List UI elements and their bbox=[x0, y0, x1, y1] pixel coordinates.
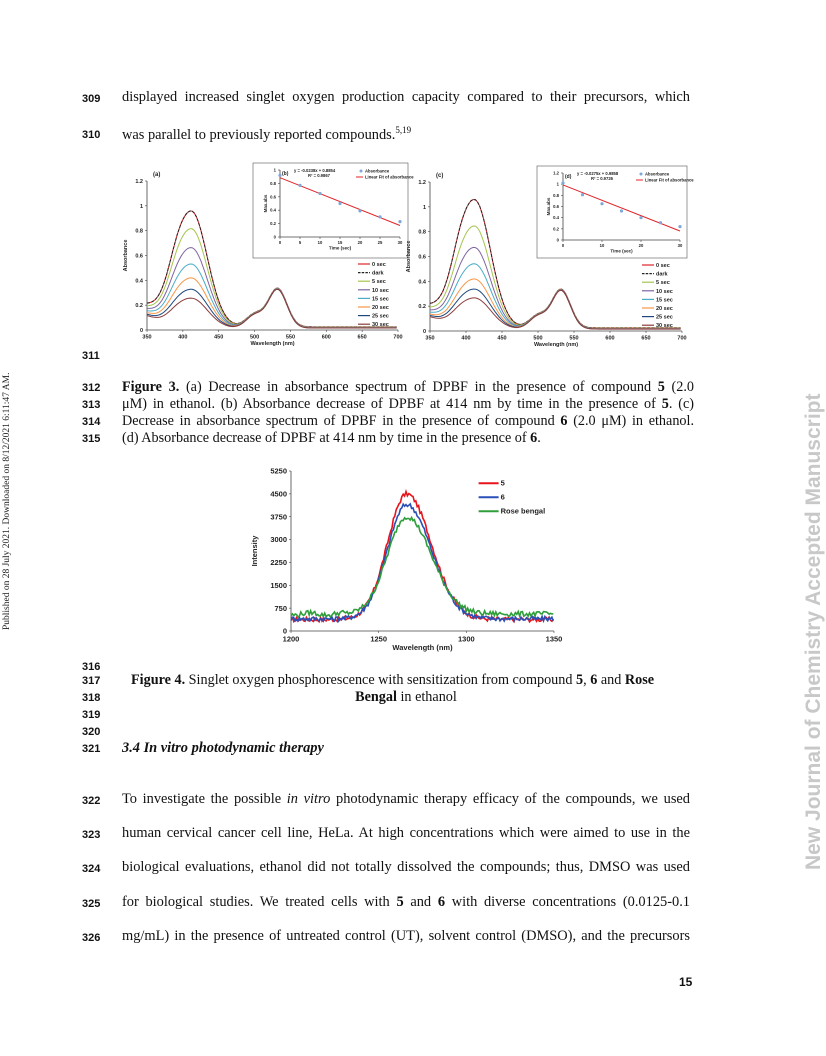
caption-text: . (c) bbox=[668, 396, 694, 412]
y-tick-label: 0.4 bbox=[135, 278, 143, 285]
y-axis-label: Max.abs bbox=[546, 197, 551, 216]
y-tick-label: 3000 bbox=[270, 535, 287, 545]
series-line-Rose-bengal bbox=[291, 518, 553, 617]
line-number: 317 bbox=[82, 675, 101, 687]
data-point bbox=[620, 209, 623, 212]
x-tick-label: 450 bbox=[214, 334, 224, 341]
body-text: To investigate the possible bbox=[122, 791, 287, 807]
y-tick-label: 1.2 bbox=[553, 170, 559, 176]
x-tick-label: 30 bbox=[677, 243, 683, 249]
y-tick-label: 1 bbox=[556, 181, 559, 187]
x-tick-label: 20 bbox=[638, 243, 644, 249]
body-text-line: displayed increased singlet oxygen production capacity compared to their precursors, which bbox=[122, 89, 690, 105]
compound-ref: Bengal bbox=[355, 689, 397, 705]
legend-label: 15 sec bbox=[656, 297, 673, 304]
y-axis-label: Intensity bbox=[250, 535, 259, 567]
legend-label: dark bbox=[656, 271, 668, 278]
data-point bbox=[398, 220, 401, 223]
line-number: 323 bbox=[82, 829, 101, 841]
y-tick-label: 1 bbox=[273, 167, 276, 173]
y-tick-label: 0.4 bbox=[270, 207, 276, 213]
data-point bbox=[378, 215, 381, 218]
x-tick-label: 0 bbox=[561, 243, 565, 249]
series-line-15-sec bbox=[147, 264, 397, 328]
compound-ref: 6 bbox=[437, 894, 446, 910]
series-line-30-sec bbox=[430, 290, 681, 329]
x-tick-label: 15 bbox=[337, 240, 343, 246]
caption-text: μM) in ethanol. (b) Absorbance decrease of DPBF at 414 nm by time in the presence of bbox=[122, 396, 662, 412]
y-tick-label: 4500 bbox=[270, 489, 287, 499]
y-tick-label: 3750 bbox=[270, 512, 287, 522]
compound-ref: 5 bbox=[661, 396, 669, 412]
x-tick-label: 500 bbox=[249, 334, 260, 341]
x-tick-label: 400 bbox=[461, 335, 471, 342]
body-text-line bbox=[122, 125, 411, 144]
panel-label: (b) bbox=[282, 171, 289, 177]
legend-label: 0 sec bbox=[372, 262, 386, 268]
x-tick-label: 600 bbox=[321, 334, 331, 341]
legend-label: Linear Fit of absorbance bbox=[645, 177, 694, 183]
x-tick-label: 1250 bbox=[370, 634, 388, 644]
line-number: 321 bbox=[82, 743, 101, 755]
legend-label: 25 sec bbox=[656, 314, 673, 321]
legend-label: 30 sec bbox=[656, 323, 673, 330]
legend-label: Linear Fit of absorbance bbox=[365, 174, 414, 180]
journal-watermark: New Journal of Chemistry Accepted Manuscript bbox=[802, 393, 825, 870]
x-tick-label: 500 bbox=[533, 335, 543, 342]
panel-label: (c) bbox=[436, 173, 444, 179]
legend-label: 30 sec bbox=[372, 322, 389, 329]
line-number: 326 bbox=[82, 932, 101, 944]
series-line-20-sec bbox=[430, 279, 681, 329]
x-tick-label: 350 bbox=[142, 334, 152, 341]
legend-label: 10 sec bbox=[372, 287, 389, 294]
caption-text: (2.0 μM) in ethanol. bbox=[567, 413, 694, 429]
y-tick-label: 750 bbox=[274, 603, 287, 613]
y-tick-label: 0.6 bbox=[553, 203, 559, 209]
data-point bbox=[358, 209, 361, 212]
y-tick-label: 0.8 bbox=[418, 229, 426, 236]
caption-text: (d) Absorbance decrease of DPBF at 414 nm by time in the presence of bbox=[122, 430, 531, 446]
line-number: 325 bbox=[82, 898, 101, 910]
line-number: 311 bbox=[82, 350, 100, 362]
x-tick-label: 1200 bbox=[282, 634, 300, 644]
body-text-line: human cervical cancer cell line, HeLa. At high concentrations which were aimed to use in the bbox=[122, 825, 690, 841]
y-tick-label: 1 bbox=[422, 204, 426, 211]
caption-text: Singlet oxygen phosphorescence with sensitization from compound bbox=[185, 672, 576, 688]
y-tick-label: 0.2 bbox=[270, 221, 276, 227]
figure-3-caption-line bbox=[122, 430, 694, 446]
series-line-30-sec bbox=[147, 289, 397, 328]
legend-label: 25 sec bbox=[372, 313, 389, 320]
legend-label: 15 sec bbox=[372, 296, 389, 303]
legend-label: Rose bengal bbox=[500, 506, 546, 516]
figure-4-caption-line bbox=[122, 689, 690, 705]
caption-text: in ethanol bbox=[396, 689, 457, 705]
x-tick-label: 10 bbox=[317, 240, 323, 246]
y-tick-label: 0.6 bbox=[270, 194, 276, 200]
series-line-6 bbox=[291, 504, 553, 621]
compound-ref: 5 bbox=[396, 894, 404, 910]
figure-3 bbox=[120, 160, 700, 360]
figure-3-caption-line bbox=[122, 396, 694, 412]
legend-label: 0 sec bbox=[656, 263, 670, 269]
legend-label: 5 sec bbox=[656, 280, 670, 287]
y-tick-label: 0 bbox=[273, 234, 276, 240]
line-number: 313 bbox=[82, 399, 101, 411]
compound-ref: 5 bbox=[576, 672, 584, 688]
line-number: 309 bbox=[82, 93, 101, 105]
x-axis-label: Time (sec) bbox=[328, 245, 352, 251]
figure-label: Figure 4. bbox=[131, 672, 186, 688]
x-tick-label: 30 bbox=[397, 240, 403, 246]
x-tick-label: 1350 bbox=[545, 634, 563, 644]
caption-text: (2.0 bbox=[664, 379, 694, 395]
legend-point-swatch bbox=[640, 173, 643, 176]
x-tick-label: 650 bbox=[357, 334, 367, 341]
x-axis-label: Wavelength (nm) bbox=[533, 342, 579, 348]
x-tick-label: 25 bbox=[377, 240, 383, 246]
y-tick-label: 0.4 bbox=[418, 279, 426, 286]
x-tick-label: 5 bbox=[298, 240, 302, 246]
body-text-line bbox=[122, 791, 690, 808]
fit-equation: y = -0.0238x + 0.8854 bbox=[294, 168, 336, 173]
y-tick-label: 0.8 bbox=[553, 192, 559, 198]
x-axis-label: Time (sec) bbox=[610, 248, 633, 254]
y-tick-label: 0.2 bbox=[553, 226, 559, 232]
data-point bbox=[600, 202, 603, 205]
y-tick-label: 2250 bbox=[270, 558, 287, 568]
compound-ref: Rose bbox=[624, 672, 655, 688]
caption-text: . bbox=[537, 430, 541, 446]
y-tick-label: 0.6 bbox=[418, 254, 426, 261]
x-tick-label: 450 bbox=[497, 335, 507, 342]
legend-label: Absorbance bbox=[645, 171, 670, 177]
compound-ref: 5 bbox=[657, 379, 665, 395]
x-tick-label: 650 bbox=[641, 335, 651, 342]
x-tick-label: 700 bbox=[393, 334, 403, 341]
y-axis-label: Absorbance bbox=[406, 240, 412, 273]
body-text-italic: in vitro bbox=[286, 791, 331, 807]
citation-ref: 5,19 bbox=[395, 125, 412, 135]
compound-ref: 6 bbox=[530, 430, 538, 446]
figure-3d-inset-plot bbox=[537, 166, 694, 258]
legend-label: 20 sec bbox=[656, 306, 673, 312]
y-tick-label: 1.2 bbox=[135, 178, 143, 185]
y-tick-label: 0.2 bbox=[418, 304, 426, 311]
fit-equation: y = -0.0275x + 0.9858 bbox=[577, 171, 619, 176]
line-number: 320 bbox=[82, 726, 101, 738]
y-tick-label: 0 bbox=[556, 237, 559, 243]
y-tick-label: 0 bbox=[282, 626, 287, 636]
data-point bbox=[298, 184, 301, 187]
x-tick-label: 20 bbox=[357, 240, 363, 246]
body-text: and bbox=[403, 894, 438, 910]
x-axis-label: Wavelength (nm) bbox=[250, 341, 295, 347]
y-tick-label: 1.2 bbox=[418, 179, 426, 186]
figure-4-plot bbox=[250, 467, 562, 652]
data-point bbox=[318, 192, 321, 195]
legend-label: 10 sec bbox=[656, 288, 673, 295]
data-point bbox=[639, 216, 642, 219]
line-number: 319 bbox=[82, 709, 101, 721]
y-tick-label: 1500 bbox=[270, 580, 287, 590]
x-tick-label: 0 bbox=[278, 240, 282, 246]
line-number: 312 bbox=[82, 382, 101, 394]
compound-ref: 6 bbox=[590, 672, 598, 688]
publication-date-note: Published on 28 July 2021. Downloaded on 8/12/2021 6:11:47 AM. bbox=[2, 372, 12, 630]
figure-3-caption-line bbox=[122, 379, 694, 395]
y-tick-label: 0.8 bbox=[135, 228, 143, 235]
data-point bbox=[581, 193, 584, 196]
data-point bbox=[278, 174, 281, 177]
r-squared: R² = 0.9867 bbox=[308, 173, 330, 178]
legend-label: Absorbance bbox=[365, 168, 390, 174]
legend-label: 5 bbox=[500, 478, 505, 488]
caption-text: Decrease in absorbance spectrum of DPBF in the presence of compound bbox=[122, 413, 561, 429]
panel-label: (a) bbox=[153, 172, 161, 178]
legend-label: 20 sec bbox=[372, 305, 389, 311]
body-text-line: mg/mL) in the presence of untreated control (UT), solvent control (DMSO), and the precursors bbox=[122, 928, 690, 944]
y-tick-label: 0.2 bbox=[135, 303, 143, 310]
line-number: 314 bbox=[82, 416, 101, 428]
legend-label: 6 bbox=[500, 492, 505, 502]
y-tick-label: 5250 bbox=[270, 466, 287, 476]
series-line-20-sec bbox=[147, 278, 397, 328]
legend-label: 5 sec bbox=[372, 279, 386, 286]
y-tick-label: 0.4 bbox=[553, 215, 559, 221]
x-tick-label: 550 bbox=[285, 334, 296, 341]
legend-label: dark bbox=[372, 270, 384, 277]
body-text: was parallel to previously reported compounds. bbox=[122, 126, 396, 143]
y-tick-label: 1 bbox=[139, 203, 143, 210]
line-number: 310 bbox=[82, 129, 101, 141]
panel-label: (d) bbox=[565, 174, 572, 180]
figure-4 bbox=[240, 462, 570, 667]
data-point bbox=[659, 221, 662, 224]
line-number: 324 bbox=[82, 863, 101, 875]
caption-text: (a) Decrease in absorbance spectrum of DPBF in the presence of compound bbox=[179, 379, 658, 395]
y-tick-label: 0.8 bbox=[270, 180, 276, 186]
figure-4-caption-line bbox=[131, 672, 691, 688]
x-tick-label: 350 bbox=[425, 335, 435, 342]
y-tick-label: 0.6 bbox=[135, 253, 143, 260]
x-tick-label: 550 bbox=[569, 335, 579, 342]
figure-label: Figure 3. bbox=[122, 379, 180, 395]
x-tick-label: 600 bbox=[605, 335, 615, 342]
x-tick-label: 400 bbox=[178, 334, 188, 341]
y-axis-label: Absorbance bbox=[123, 239, 129, 272]
line-number: 316 bbox=[82, 661, 101, 673]
x-tick-label: 1300 bbox=[457, 634, 475, 644]
data-point bbox=[678, 225, 681, 228]
figure-3-caption-line bbox=[122, 413, 694, 429]
data-point bbox=[338, 202, 341, 205]
y-axis-label: Max.abs bbox=[263, 194, 268, 213]
body-text: for biological studies. We treated cells with bbox=[122, 894, 397, 910]
data-point bbox=[561, 181, 564, 184]
body-text: with diverse concentrations (0.0125-0.1 bbox=[445, 894, 690, 910]
compound-ref: 6 bbox=[560, 413, 568, 429]
x-tick-label: 10 bbox=[599, 243, 605, 249]
body-text: photodynamic therapy efficacy of the compounds, we used bbox=[330, 791, 690, 807]
figure-3b-inset-plot bbox=[253, 163, 414, 258]
y-tick-label: 0 bbox=[139, 327, 143, 334]
x-tick-label: 700 bbox=[677, 335, 687, 342]
body-text-line bbox=[122, 894, 690, 911]
body-text-line: biological evaluations, ethanol did not totally dissolved the compounds; thus, DMSO was used bbox=[122, 859, 690, 875]
caption-text: , bbox=[583, 672, 591, 688]
line-number: 322 bbox=[82, 795, 101, 807]
x-axis-label: Wavelength (nm) bbox=[392, 643, 453, 652]
y-tick-label: 0 bbox=[422, 328, 426, 335]
caption-text: and bbox=[597, 672, 625, 688]
r-squared: R² = 0.9726 bbox=[591, 176, 613, 181]
line-number: 318 bbox=[82, 692, 101, 704]
line-number: 315 bbox=[82, 433, 101, 445]
page-number: 15 bbox=[679, 975, 693, 989]
section-heading: 3.4 In vitro photodynamic therapy bbox=[122, 740, 324, 756]
legend-point-swatch bbox=[360, 170, 363, 173]
